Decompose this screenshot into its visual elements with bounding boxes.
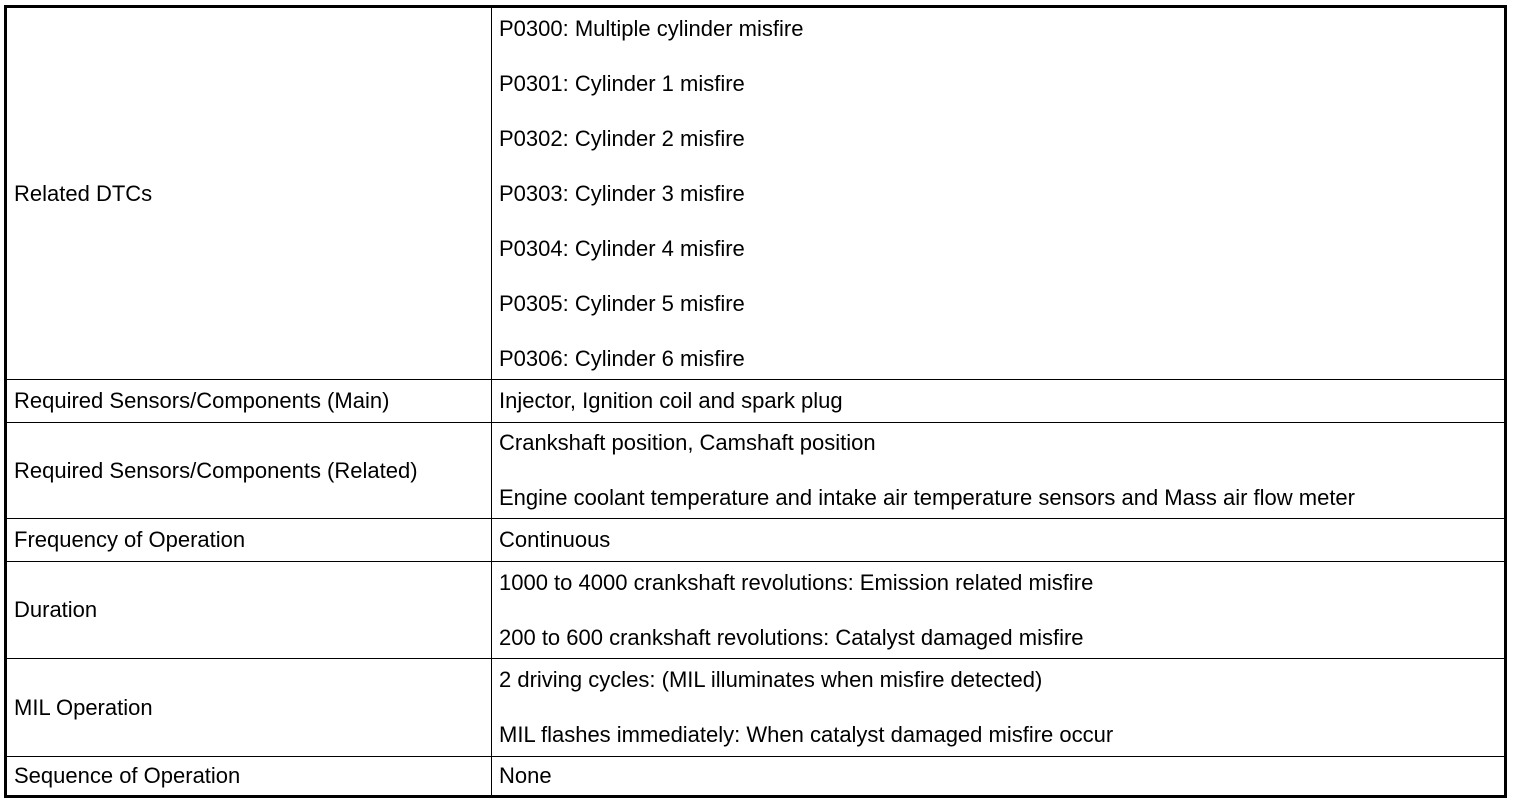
table-row-related-dtcs [6, 7, 1506, 380]
row-value [492, 757, 1506, 797]
row-value [492, 7, 1506, 380]
row-label: Related DTCs [6, 7, 492, 380]
table-row-main-components [6, 380, 1506, 423]
table-row-frequency [6, 519, 1506, 562]
row-label: Duration [6, 562, 492, 659]
row-value [492, 380, 1506, 423]
value-line: Crankshaft position, Camshaft position [499, 430, 876, 455]
row-label: MIL Operation [6, 659, 492, 757]
dtc-p0304: P0304: Cylinder 4 misfire [499, 235, 745, 261]
value-line: None [499, 763, 552, 788]
value-line: Continuous [499, 527, 611, 552]
table-row-related-components [6, 423, 1506, 519]
row-value [492, 423, 1506, 519]
value-line: 1000 to 4000 crankshaft revolutions: Emission related misfire [499, 569, 1094, 595]
dtc-p0305: P0305: Cylinder 5 misfire [499, 290, 745, 316]
value-line: 200 to 600 crankshaft revolutions: Catalyst damaged misfire [499, 624, 1084, 650]
row-value [492, 519, 1506, 562]
table-row-mil-operation [6, 659, 1506, 757]
dtc-p0303: P0303: Cylinder 3 misfire [499, 180, 745, 206]
table-row-sequence [6, 757, 1506, 797]
monitor-spec-table [4, 5, 1507, 798]
row-label: Required Sensors/Components (Related) [6, 423, 492, 519]
table-row-duration [6, 562, 1506, 659]
dtc-p0306: P0306: Cylinder 6 misfire [499, 345, 745, 371]
value-line: Engine coolant temperature and intake air temperature sensors and Mass air flow meter [499, 485, 1355, 510]
dtc-p0302: P0302: Cylinder 2 misfire [499, 125, 745, 151]
row-label: Required Sensors/Components (Main) [6, 380, 492, 423]
dtc-p0301: P0301: Cylinder 1 misfire [499, 70, 745, 96]
row-value [492, 659, 1506, 757]
value-line: Injector, Ignition coil and spark plug [499, 388, 843, 413]
row-label: Frequency of Operation [6, 519, 492, 562]
dtc-p0300: P0300: Multiple cylinder misfire [499, 15, 804, 41]
row-label: Sequence of Operation [6, 757, 492, 797]
value-line: 2 driving cycles: (MIL illuminates when misfire detected) [499, 667, 1043, 692]
value-line: MIL flashes immediately: When catalyst damaged misfire occur [499, 722, 1114, 747]
row-value [492, 562, 1506, 659]
